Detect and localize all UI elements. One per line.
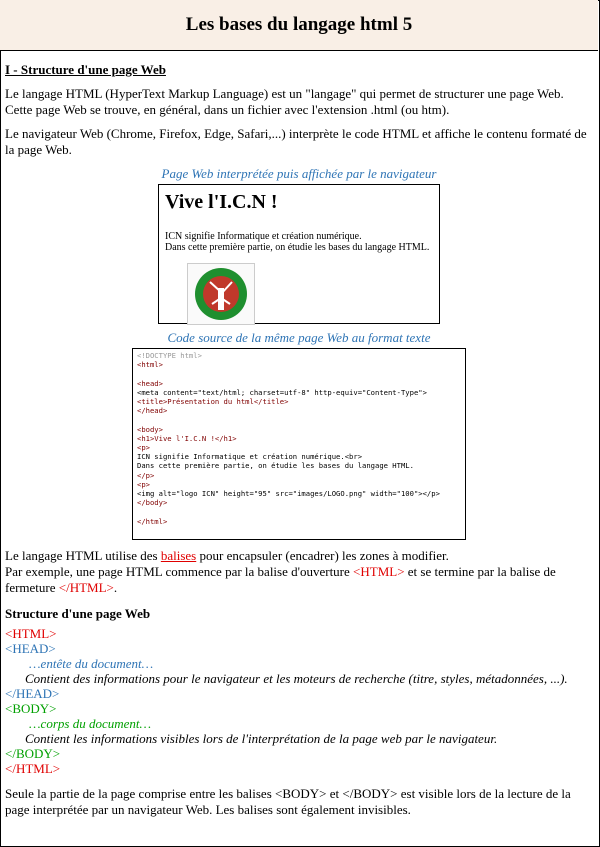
tags-text-e: . (113, 580, 118, 595)
section-title: I - Structure d'une page Web (5, 62, 166, 77)
code-line (137, 507, 461, 516)
figure2-caption: Code source de la même page Web au format texte (167, 330, 431, 345)
balises-link[interactable]: balises (160, 548, 197, 563)
rendered-line1: ICN signifie Informatique et création numérique. (165, 231, 362, 242)
tags-text-c: Par exemple, une page HTML commence par la balise d'ouverture (5, 564, 354, 579)
struct-body-close: </BODY> (5, 746, 61, 761)
struct-html-open: <HTML> (5, 626, 57, 641)
struct-body-desc: Contient les informations visibles lors de l'interprétation de la page web par le navigateur. (25, 731, 498, 746)
struct-body-open: <BODY> (5, 701, 57, 716)
struct-body-label: …corps du document… (29, 716, 152, 731)
code-line: <h1>Vive l'I.C.N !</h1> (137, 433, 237, 443)
code-line: Dans cette première partie, on étudie les bases du langage HTML. (137, 461, 414, 471)
icn-logo (187, 263, 255, 325)
code-line: <html> (137, 360, 163, 370)
intro-paragraph: Le langage HTML (HyperText Markup Language) est un "langage" qui permet de structurer une page Web. Cette page Web se trouve, en général, dans un fichier avec l'extension .html (ou htm). (5, 86, 564, 117)
struct-head-desc: Contient des informations pour le navigateur et les moteurs de recherche (titre, styles, métadonnées, ...). (25, 671, 568, 686)
content (5, 62, 593, 826)
structure-title: Structure d'une page Web (5, 606, 151, 621)
code-line: <!DOCTYPE html> (137, 351, 202, 360)
code-line: <head> (137, 378, 163, 388)
struct-head-label: …entête du document… (29, 656, 154, 671)
code-line: <body> (137, 424, 163, 434)
code-line: <img alt="logo ICN" height="95" src="images/LOGO.png" width="100"></p> (137, 489, 440, 499)
source-code-figure (132, 348, 466, 540)
rendered-page-figure (158, 184, 440, 324)
page-title: Les bases du langage html 5 (185, 14, 413, 35)
final-paragraph: Seule la partie de la page comprise entre les balises <BODY> et </BODY> est visible lors de la lecture de la page interprétée par un navigateur Web. Les balises sont également invisibles. (5, 786, 571, 817)
html-close-tag: </HTML> (58, 580, 114, 595)
code-line: </p> (137, 470, 155, 480)
code-line: </head> (137, 406, 168, 416)
struct-head-open: <HEAD> (5, 641, 56, 656)
code-line (137, 369, 461, 378)
html-open-tag: <HTML> (353, 564, 405, 579)
code-line: <title>Présentation du html</title> (137, 397, 289, 407)
struct-head-close: </HEAD> (5, 686, 60, 701)
rendered-line2: Dans cette première partie, on étudie les bases du langage HTML. (165, 242, 430, 253)
tags-paragraph (5, 548, 593, 596)
page-header (0, 0, 598, 51)
code-line: <meta content="text/html; charset=utf-8" http-equiv="Content-Type"> (137, 387, 427, 397)
tags-text-b: pour encapsuler (encadrer) les zones à modifier. (196, 548, 449, 563)
code-line (137, 415, 461, 424)
tags-text-a: Le langage HTML utilise des (5, 548, 161, 563)
code-line: <p> (137, 443, 150, 453)
struct-html-close: </HTML> (5, 761, 61, 776)
code-line: ICN signifie Informatique et création numérique.<br> (137, 452, 363, 462)
code-line: <p> (137, 479, 150, 489)
figure1-caption: Page Web interprétée puis affichée par le navigateur (161, 166, 437, 181)
browser-paragraph: Le navigateur Web (Chrome, Firefox, Edge, Safari,...) interprète le code HTML et affiche le contenu formaté de la page Web. (5, 126, 587, 157)
code-line: </html> (137, 516, 168, 526)
tags-text-d: et se termine par la balise de fermeture (5, 564, 556, 595)
rendered-heading: Vive l'I.C.N ! (165, 191, 278, 213)
code-line: </body> (137, 498, 168, 508)
